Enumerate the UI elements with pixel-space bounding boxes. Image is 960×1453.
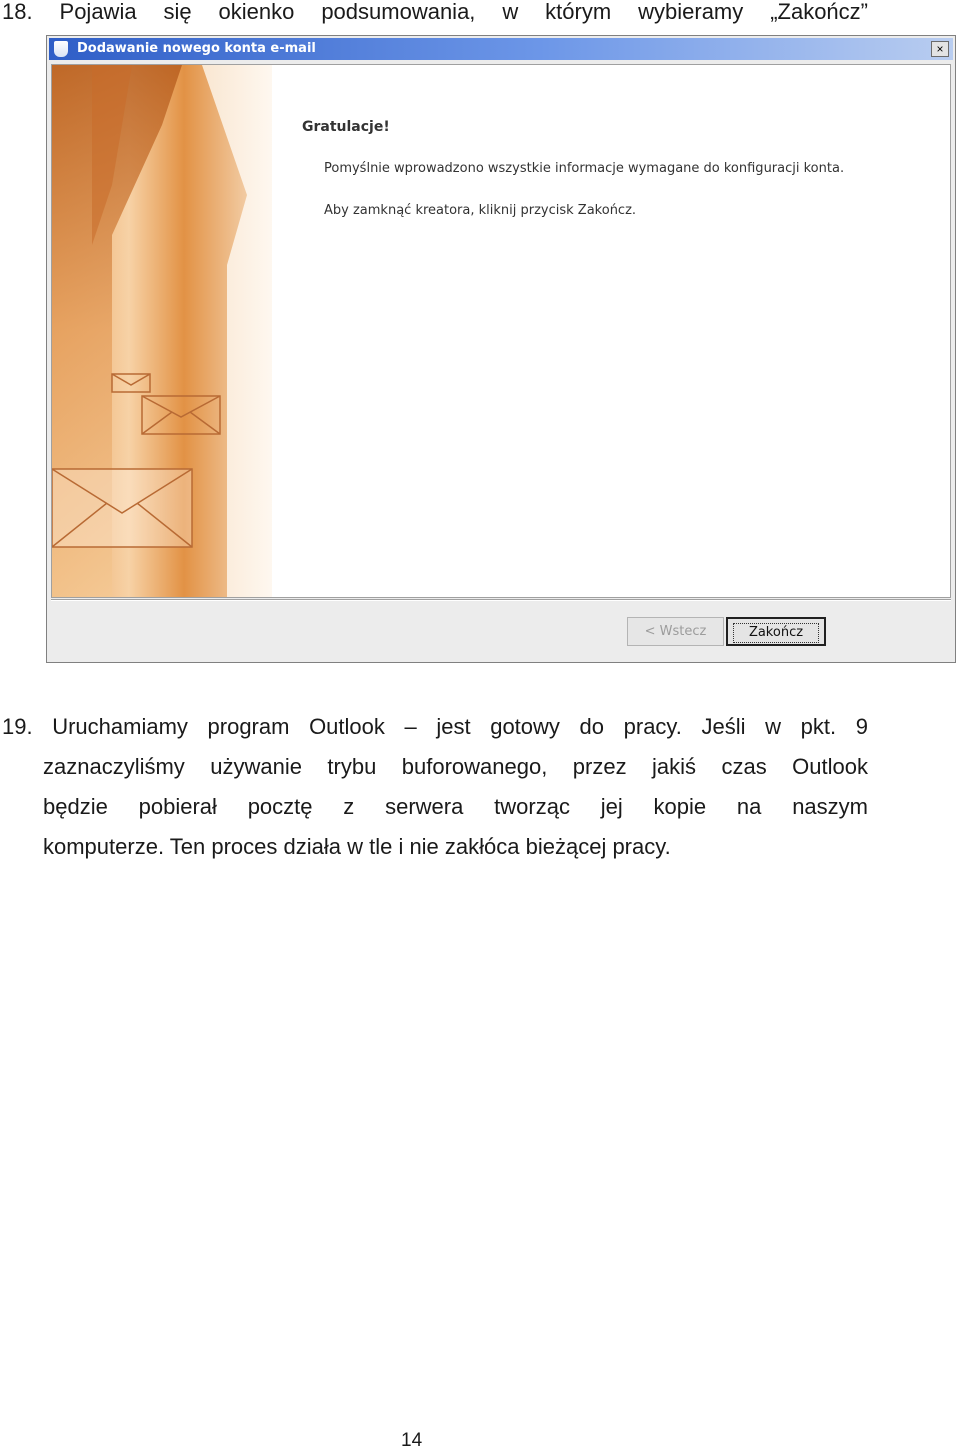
step-19-line2: zaznaczyliśmy używanie trybu buforowanego, przez jakiś czas Outlook — [43, 754, 868, 779]
page-number: 14 — [401, 1430, 423, 1451]
step-18-text: 18. Pojawia się okienko podsumowania, w którym wybieramy „Zakończ” — [2, 0, 868, 24]
button-divider — [51, 599, 951, 601]
step-19-line3: będzie pobierał pocztę z serwera tworząc jej kopie na naszym — [43, 794, 868, 819]
step-19-line1: 19. Uruchamiamy program Outlook – jest gotowy do pracy. Jeśli w pkt. 9 — [2, 714, 868, 739]
finish-button[interactable] — [726, 617, 826, 646]
dialog-heading: Gratulacje! — [302, 119, 390, 135]
step-19-line4: komputerze. Ten proces działa w tle i nie zakłóca bieżącej pracy. — [43, 834, 671, 859]
dialog-info-line1: Pomyślnie wprowadzono wszystkie informacje wymagane do konfiguracji konta. — [324, 161, 845, 176]
close-icon: × — [936, 42, 944, 56]
dialog-content — [51, 64, 951, 598]
outlook-app-icon — [54, 41, 68, 57]
envelope-icon — [52, 65, 272, 597]
dialog-title: Dodawanie nowego konta e-mail — [77, 41, 316, 56]
dialog-info-line2: Aby zamknąć kreatora, kliknij przycisk Zakończ. — [324, 203, 637, 218]
finish-button-label: Zakończ — [733, 623, 819, 643]
back-button[interactable]: < Wstecz — [627, 617, 724, 646]
dialog-titlebar[interactable] — [49, 38, 953, 60]
dialog-window — [46, 35, 956, 663]
close-button[interactable] — [931, 41, 949, 57]
